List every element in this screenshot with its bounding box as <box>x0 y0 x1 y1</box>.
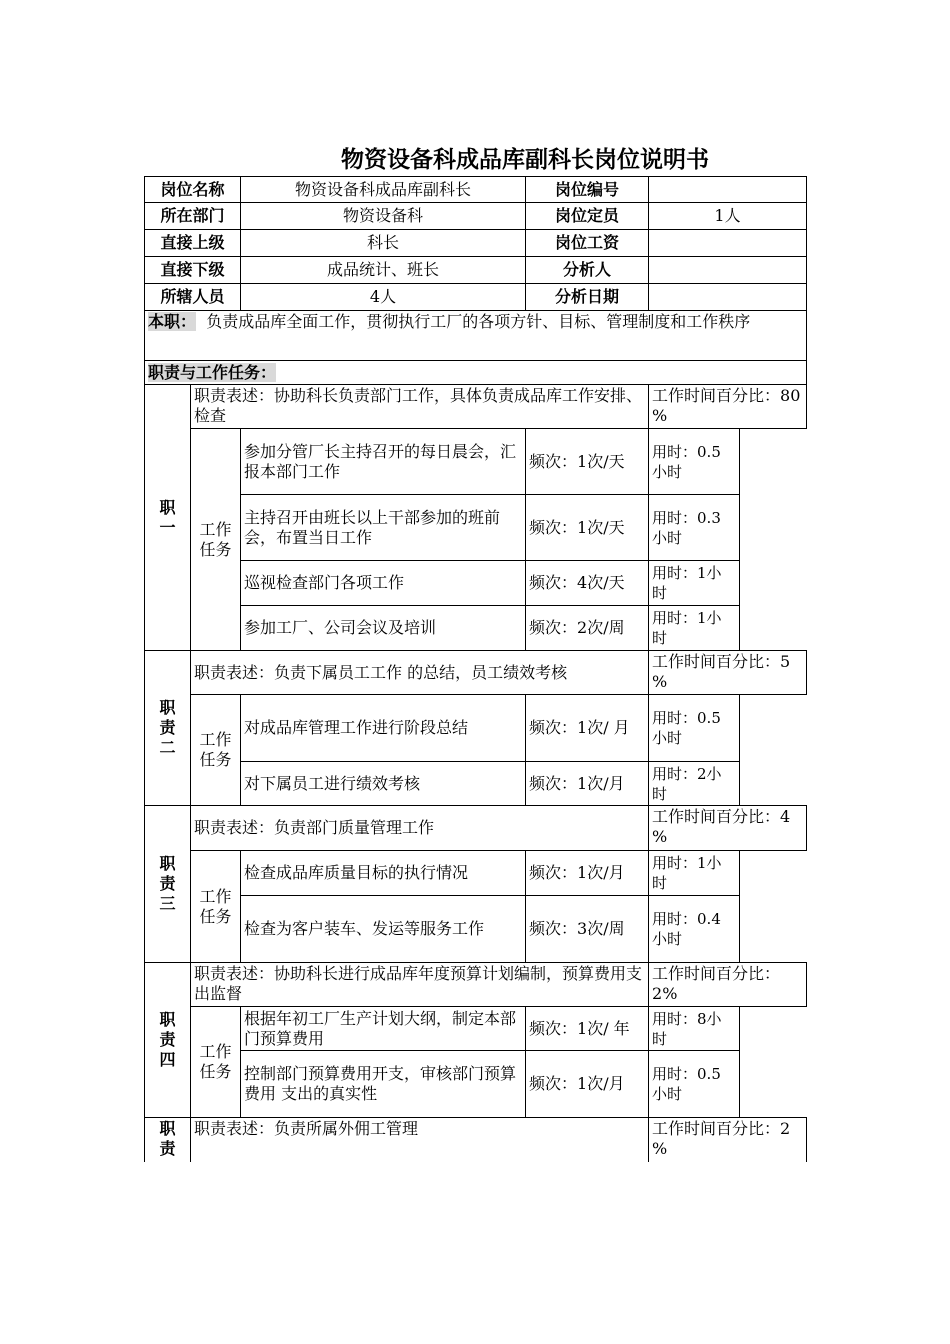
task-frequency: 频次：1次/ 月 <box>526 695 649 762</box>
header-value: 1人 <box>649 203 807 230</box>
task-row <box>145 429 807 495</box>
task-text: 参加分管厂长主持召开的每日晨会，汇报本部门工作 <box>241 429 526 495</box>
header-label: 所辖人员 <box>145 284 241 311</box>
header-value <box>649 257 807 284</box>
duty-desc: 职责表述：负责所属外佣工管理 <box>191 1118 649 1162</box>
task-time: 用时：0.4 小时 <box>649 896 740 963</box>
duty-label-1: 职一 <box>145 385 191 651</box>
task-text: 控制部门预算费用开支，审核部门预算费用 支出的真实性 <box>241 1051 526 1118</box>
task-frequency: 频次：2次/周 <box>526 606 649 651</box>
header-label: 岗位工资 <box>526 230 649 257</box>
time-percent: 工作时间百分比：80 % <box>649 385 807 429</box>
duty-label-5: 职责 <box>145 1118 191 1162</box>
task-time: 用时：1小时 <box>649 561 740 606</box>
task-frequency: 频次：1次/月 <box>526 1051 649 1118</box>
task-frequency: 频次：1次/天 <box>526 495 649 561</box>
header-value <box>649 177 807 203</box>
time-percent: 工作时间百分比：5 % <box>649 651 807 695</box>
task-row <box>145 606 807 651</box>
task-frequency: 频次：1次/月 <box>526 851 649 896</box>
task-row <box>145 762 807 806</box>
task-label: 工作任务 <box>191 851 241 963</box>
task-label: 工作任务 <box>191 695 241 806</box>
header-value: 物资设备科成品库副科长 <box>241 177 526 203</box>
duty-label-4: 职责四 <box>145 963 191 1118</box>
duty-desc: 职责表述：协助科长进行成品库年度预算计划编制，预算费用支出监督 <box>191 963 649 1007</box>
task-text: 根据年初工厂生产计划大纲，制定本部门预算费用 <box>241 1007 526 1051</box>
tasks-header-row <box>145 361 807 385</box>
header-row <box>145 284 807 311</box>
duty-label: 本职： <box>148 312 197 331</box>
task-time: 用时：0.5 小时 <box>649 695 740 762</box>
task-row <box>145 851 807 896</box>
task-time: 用时：2小时 <box>649 762 740 806</box>
tasks-header: 职责与工作任务： <box>148 362 277 382</box>
task-time: 用时：1小时 <box>649 606 740 651</box>
task-text: 对下属员工进行绩效考核 <box>241 762 526 806</box>
task-time: 用时：0.5 小时 <box>649 1051 740 1118</box>
header-label: 分析日期 <box>526 284 649 311</box>
task-frequency: 频次：4次/天 <box>526 561 649 606</box>
task-text: 巡视检查部门各项工作 <box>241 561 526 606</box>
page-title <box>0 145 950 175</box>
header-value: 成品统计、班长 <box>241 257 526 284</box>
task-row <box>145 561 807 606</box>
header-label: 直接下级 <box>145 257 241 284</box>
task-text: 检查成品库质量目标的执行情况 <box>241 851 526 896</box>
header-row <box>145 177 807 203</box>
task-row <box>145 1051 807 1118</box>
task-row <box>145 495 807 561</box>
task-text: 参加工厂、公司会议及培训 <box>241 606 526 651</box>
duty-desc-row <box>145 806 807 851</box>
time-percent: 工作时间百分比：2% <box>649 963 807 1007</box>
title-text: 物资设备科成品库副科长岗位说明书 <box>341 147 709 173</box>
duty-desc-row <box>145 385 807 429</box>
task-text: 对成品库管理工作进行阶段总结 <box>241 695 526 762</box>
task-time: 用时：0.5 小时 <box>649 429 740 495</box>
header-label: 岗位编号 <box>526 177 649 203</box>
time-percent: 工作时间百分比：2 % <box>649 1118 807 1162</box>
header-value: 科长 <box>241 230 526 257</box>
task-time: 用时：1小时 <box>649 851 740 896</box>
header-value <box>649 230 807 257</box>
task-text: 检查为客户装车、发运等服务工作 <box>241 896 526 963</box>
duty-text: 负责成品库全面工作，贯彻执行工厂的各项方针、目标、管理制度和工作秩序 <box>206 312 751 331</box>
task-row <box>145 1007 807 1051</box>
duty-desc-row <box>145 1118 807 1162</box>
header-row <box>145 230 807 257</box>
header-row <box>145 257 807 284</box>
task-label: 工作任务 <box>191 1007 241 1118</box>
header-row <box>145 203 807 230</box>
task-frequency: 频次：3次/周 <box>526 896 649 963</box>
task-frequency: 频次：1次/月 <box>526 762 649 806</box>
header-value: 物资设备科 <box>241 203 526 230</box>
duty-desc: 职责表述：负责部门质量管理工作 <box>191 806 649 851</box>
header-label: 直接上级 <box>145 230 241 257</box>
time-percent: 工作时间百分比：4 % <box>649 806 807 851</box>
task-row <box>145 896 807 963</box>
header-label: 所在部门 <box>145 203 241 230</box>
task-text: 主持召开由班长以上干部参加的班前会，布置当日工作 <box>241 495 526 561</box>
header-label: 岗位定员 <box>526 203 649 230</box>
duty-desc-row <box>145 651 807 695</box>
header-label: 分析人 <box>526 257 649 284</box>
duty-desc: 职责表述：协助科长负责部门工作，具体负责成品库工作安排、检查 <box>191 385 649 429</box>
task-time: 用时：0.3 小时 <box>649 495 740 561</box>
header-value <box>649 284 807 311</box>
task-time: 用时：8小时 <box>649 1007 740 1051</box>
task-label: 工作任务 <box>191 429 241 651</box>
task-frequency: 频次：1次/天 <box>526 429 649 495</box>
header-value: 4人 <box>241 284 526 311</box>
duty-desc: 职责表述：负责下属员工工作 的总结，员工绩效考核 <box>191 651 649 695</box>
task-frequency: 频次：1次/ 年 <box>526 1007 649 1051</box>
task-row <box>145 695 807 762</box>
duty-desc-row <box>145 963 807 1007</box>
job-description-table <box>144 176 807 1162</box>
duty-label-3: 职责三 <box>145 806 191 963</box>
header-label: 岗位名称 <box>145 177 241 203</box>
duty-label-2: 职责二 <box>145 651 191 806</box>
duty-row <box>145 311 807 361</box>
